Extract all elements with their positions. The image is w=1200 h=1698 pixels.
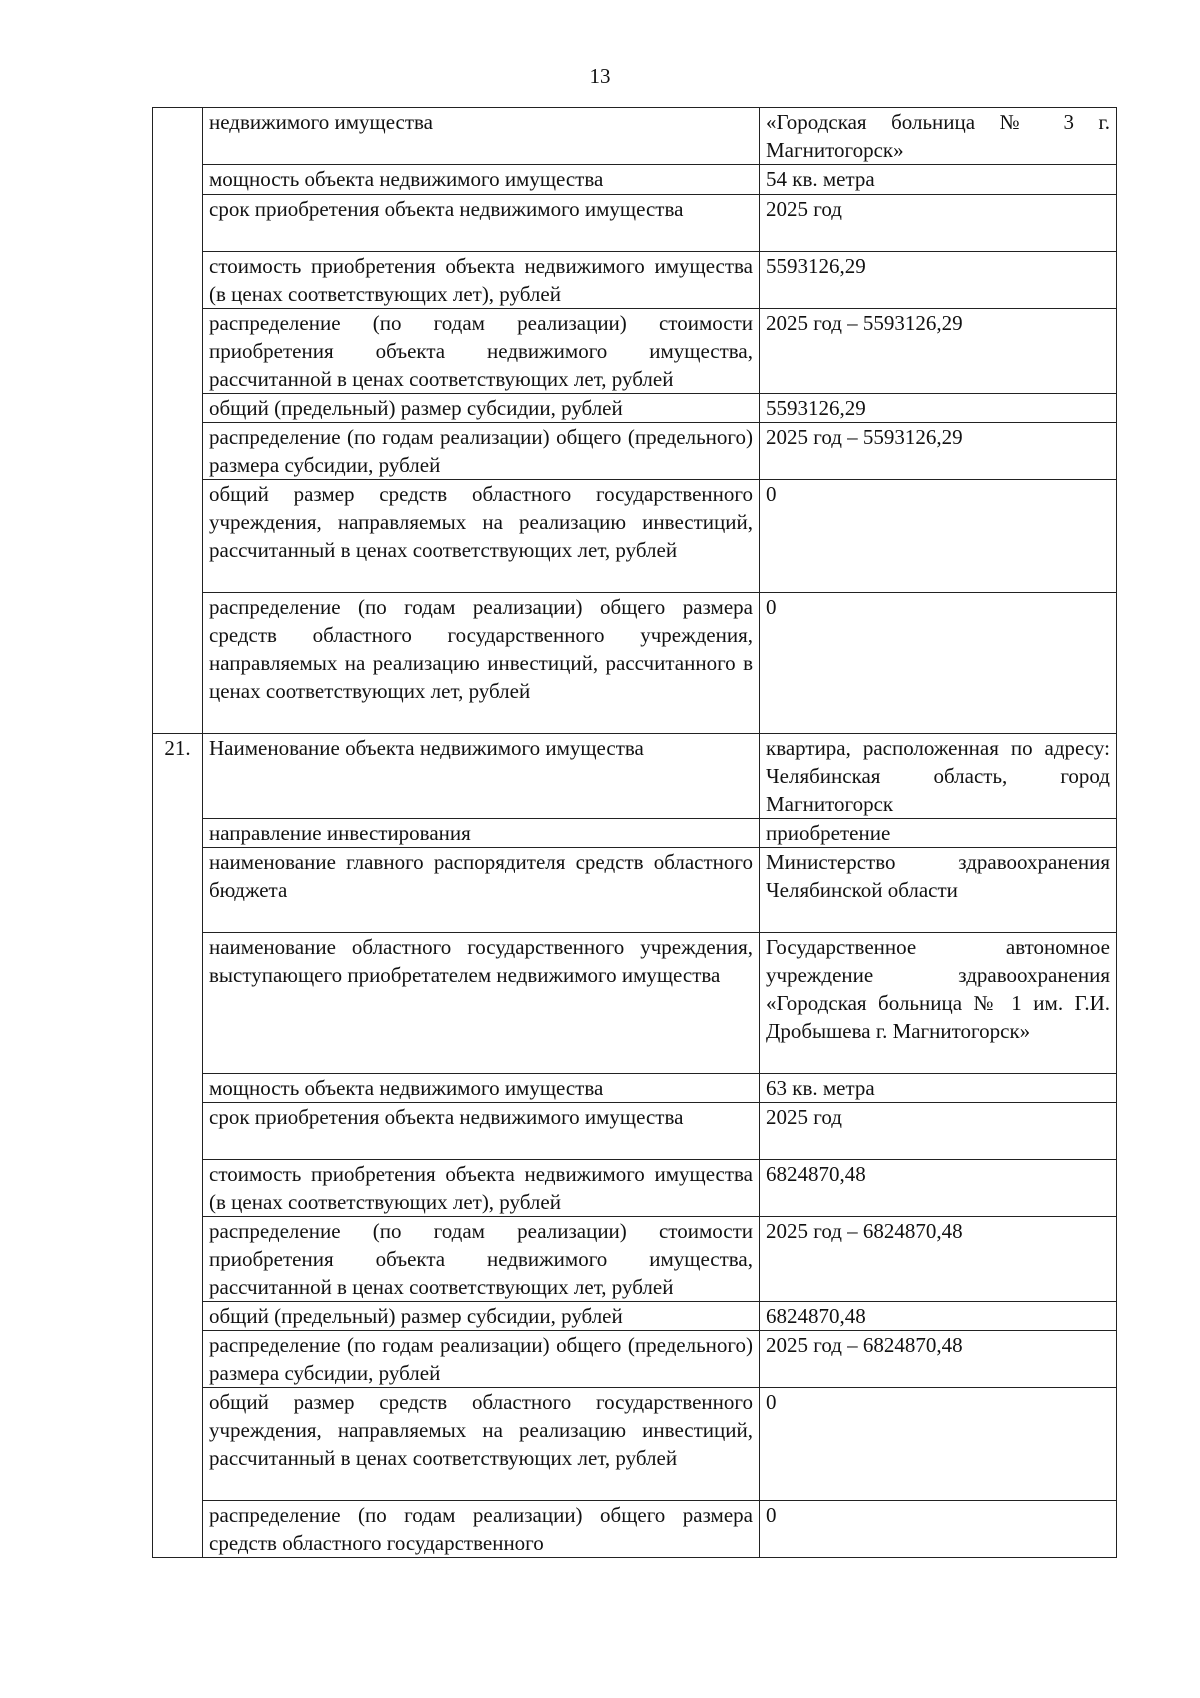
row-label: распределение (по годам реализации) общего размера средств областного государственного учреждения, направляемых на реализацию инвестиций, рассчитанного в ценах соответствующих лет, рублей <box>203 593 760 734</box>
row-value: приобретение <box>760 819 1117 848</box>
row-value: 2025 год – 6824870,48 <box>760 1331 1117 1388</box>
row-value: 2025 год – 6824870,48 <box>760 1217 1117 1302</box>
row-label: общий (предельный) размер субсидии, рублей <box>203 1302 760 1331</box>
row-value: 2025 год – 5593126,29 <box>760 309 1117 394</box>
row-value: «Городская больница № 3 г. Магнитогорск» <box>760 108 1117 165</box>
row-value: квартира, расположенная по адресу: Челябинская область, город Магнитогорск <box>760 734 1117 819</box>
table-row <box>153 1331 1117 1388</box>
row-label: наименование главного распорядителя средств областного бюджета <box>203 848 760 933</box>
row-label: распределение (по годам реализации) общего (предельного) размера субсидии, рублей <box>203 423 760 480</box>
row-value: 54 кв. метра <box>760 165 1117 195</box>
table-row <box>153 1074 1117 1103</box>
page-number: 13 <box>589 64 611 88</box>
table-row <box>153 165 1117 195</box>
table-row <box>153 1217 1117 1302</box>
row-number-cell <box>153 108 203 734</box>
table-row <box>153 1388 1117 1501</box>
table-row <box>153 1302 1117 1331</box>
row-value: 6824870,48 <box>760 1302 1117 1331</box>
table-row <box>153 108 1117 165</box>
table-row <box>153 819 1117 848</box>
table-row <box>153 195 1117 252</box>
row-label: распределение (по годам реализации) стоимости приобретения объекта недвижимого имущества, рассчитанной в ценах соответствующих лет, рублей <box>203 1217 760 1302</box>
row-label: распределение (по годам реализации) стоимости приобретения объекта недвижимого имущества, рассчитанной в ценах соответствующих лет, рублей <box>203 309 760 394</box>
row-label: общий (предельный) размер субсидии, рублей <box>203 394 760 423</box>
row-label: наименование областного государственного учреждения, выступающего приобретателем недвижимого имущества <box>203 933 760 1074</box>
row-label: недвижимого имущества <box>203 108 760 165</box>
row-label: срок приобретения объекта недвижимого имущества <box>203 1103 760 1160</box>
table-row <box>153 734 1117 819</box>
row-label: стоимость приобретения объекта недвижимого имущества (в ценах соответствующих лет), рублей <box>203 252 760 309</box>
table-row <box>153 593 1117 734</box>
row-label: мощность объекта недвижимого имущества <box>203 165 760 195</box>
row-value: Министерство здравоохранения Челябинской области <box>760 848 1117 933</box>
row-value: 0 <box>760 1388 1117 1501</box>
row-value: 2025 год <box>760 1103 1117 1160</box>
table-row <box>153 848 1117 933</box>
table-row <box>153 309 1117 394</box>
row-value: Государственное автономное учреждение здравоохранения «Городская больница № 1 им. Г.И. Дробышева г. Магнитогорск» <box>760 933 1117 1074</box>
table-row <box>153 423 1117 480</box>
row-value: 2025 год <box>760 195 1117 252</box>
table-row <box>153 394 1117 423</box>
table-row <box>153 1501 1117 1558</box>
row-value: 63 кв. метра <box>760 1074 1117 1103</box>
row-label: распределение (по годам реализации) общего (предельного) размера субсидии, рублей <box>203 1331 760 1388</box>
row-label: общий размер средств областного государственного учреждения, направляемых на реализацию инвестиций, рассчитанный в ценах соответствующих лет, рублей <box>203 1388 760 1501</box>
row-label: направление инвестирования <box>203 819 760 848</box>
table-row <box>153 1160 1117 1217</box>
row-value: 0 <box>760 593 1117 734</box>
row-label: срок приобретения объекта недвижимого имущества <box>203 195 760 252</box>
row-label: мощность объекта недвижимого имущества <box>203 1074 760 1103</box>
table-row <box>153 1103 1117 1160</box>
row-label: распределение (по годам реализации) общего размера средств областного государственного <box>203 1501 760 1558</box>
investment-table <box>152 107 1117 1558</box>
row-value: 2025 год – 5593126,29 <box>760 423 1117 480</box>
row-value: 5593126,29 <box>760 394 1117 423</box>
table-row <box>153 252 1117 309</box>
table-row <box>153 480 1117 593</box>
row-value: 0 <box>760 1501 1117 1558</box>
row-label: стоимость приобретения объекта недвижимого имущества (в ценах соответствующих лет), рублей <box>203 1160 760 1217</box>
table-row <box>153 933 1117 1074</box>
row-label: общий размер средств областного государственного учреждения, направляемых на реализацию инвестиций, рассчитанный в ценах соответствующих лет, рублей <box>203 480 760 593</box>
row-value: 0 <box>760 480 1117 593</box>
row-number-cell: 21. <box>153 734 203 1558</box>
row-value: 5593126,29 <box>760 252 1117 309</box>
row-label: Наименование объекта недвижимого имущества <box>203 734 760 819</box>
row-value: 6824870,48 <box>760 1160 1117 1217</box>
